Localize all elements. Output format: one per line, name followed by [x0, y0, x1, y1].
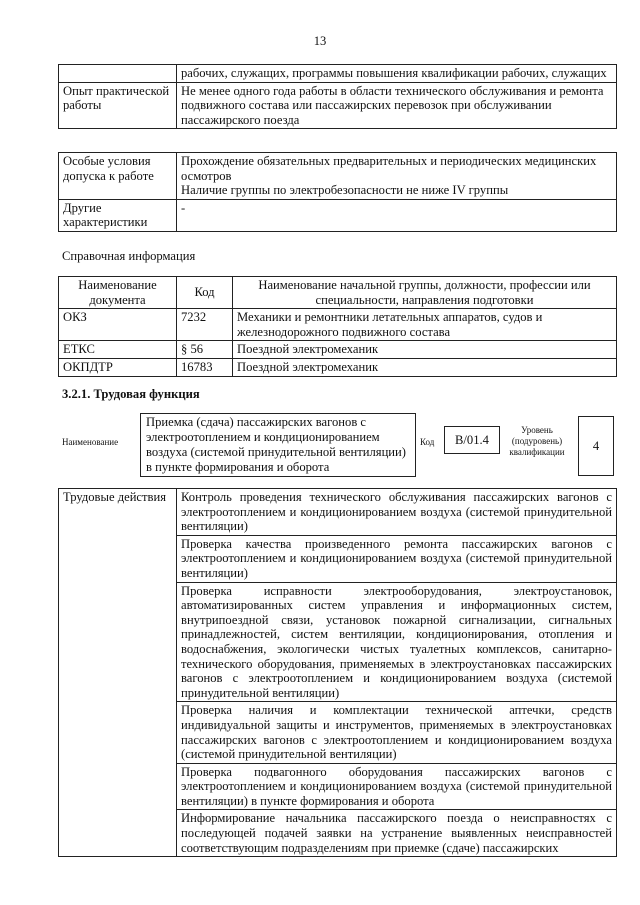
table-row — [59, 489, 617, 536]
table-row — [59, 358, 617, 376]
action-item: Проверка подвагонного оборудования пассажирских вагонов с электроотоплением и кондиционированием воздуха (системой принудительной вентиляции) в пункте формирования и оборота — [177, 763, 617, 810]
conditions-table — [58, 152, 617, 232]
page-number: 13 — [313, 34, 327, 48]
name-cell: Механики и ремонтники летательных аппаратов, судов и железнодорожного подвижного состава — [233, 309, 617, 341]
table-header-row — [59, 277, 617, 309]
action-item: Проверка наличия и комплектации технической аптечки, средств индивидуальной защиты и инструментов, применяемых в электроустановках пассажирских вагонов с электроотоплением и кондиционированием воздуха (системой принудительной вентиляции) — [177, 702, 617, 763]
special-conditions-cell — [177, 153, 617, 200]
special-conditions-line2: Наличие группы по электробезопасности не ниже IV группы — [181, 183, 509, 198]
function-code-label: Код — [420, 437, 435, 447]
header-doc: Наименование документа — [59, 277, 177, 309]
header-code: Код — [177, 277, 233, 309]
actions-table — [58, 488, 617, 857]
qualification-level-box: 4 — [578, 416, 614, 476]
table-row — [59, 309, 617, 341]
other-characteristics-label: Другие характеристики — [59, 199, 177, 231]
other-characteristics-value: - — [177, 199, 617, 231]
actions-label: Трудовые действия — [59, 489, 177, 857]
table-row — [59, 82, 617, 129]
function-code-box: В/01.4 — [444, 426, 500, 454]
requirements-table — [58, 64, 617, 129]
table-row — [59, 341, 617, 359]
doc-cell: ОКПДТР — [59, 358, 177, 376]
special-conditions-label: Особые условия допуска к работе — [59, 153, 177, 200]
code-cell: 16783 — [177, 358, 233, 376]
experience-text: Не менее одного года работы в области технического обслуживания и ремонта подвижного состава или пассажирских перевозок при обслуживании пассажирского поезда — [177, 82, 617, 129]
function-heading: 3.2.1. Трудовая функция — [62, 387, 200, 401]
doc-cell: ЕТКС — [59, 341, 177, 359]
action-item: Информирование начальника пассажирского поезда о неисправностях с последующей подачей заявки на устранение выявленных неисправностей соответствующим подразделениям при приемке (сдаче) пассажирских — [177, 810, 617, 857]
action-item: Проверка исправности электрооборудования, электроустановок, автоматизированных систем управления и информационных систем, внутрипоездной связи, установок пожарной сигнализации, сигнальных принадлежностей, систем вентиляции, кондиционирования, отопления и водоснабжения, экологически чистых туалетных комплексов, санитарно-технического оборудования, применяемых в электроустановках пассажирских вагонов с электроотоплением и кондиционированием воздуха (системой принудительной вентиляции) — [177, 582, 617, 702]
name-cell: Поездной электромеханик — [233, 341, 617, 359]
table-row — [59, 199, 617, 231]
qualification-tail-text: рабочих, служащих, программы повышения квалификации рабочих, служащих — [177, 65, 617, 83]
name-cell: Поездной электромеханик — [233, 358, 617, 376]
experience-label: Опыт практической работы — [59, 82, 177, 129]
table-row — [59, 65, 617, 83]
reference-heading: Справочная информация — [62, 249, 196, 263]
doc-cell: ОКЗ — [59, 309, 177, 341]
code-cell: § 56 — [177, 341, 233, 359]
reference-table — [58, 276, 617, 377]
function-name-box: Приемка (сдача) пассажирских вагонов с электроотоплением и кондиционированием воздуха (системой принудительной вентиляции) в пункте формирования и оборота — [140, 413, 416, 477]
function-name-label: Наименование — [62, 437, 119, 447]
action-item: Проверка качества произведенного ремонта пассажирских вагонов с электроотоплением и кондиционированием воздуха (системой принудительной вентиляции) — [177, 535, 617, 582]
header-name: Наименование начальной группы, должности, профессии или специальности, направления подготовки — [233, 277, 617, 309]
special-conditions-line1: Прохождение обязательных предварительных и периодических медицинских осмотров — [181, 154, 597, 183]
table-row — [59, 153, 617, 200]
qualification-level-label: Уровень (подуровень) квалификации — [509, 425, 565, 457]
code-cell: 7232 — [177, 309, 233, 341]
action-item: Контроль проведения технического обслуживания пассажирских вагонов с электроотоплением и кондиционированием воздуха (системой принудительной вентиляции) — [177, 489, 617, 536]
